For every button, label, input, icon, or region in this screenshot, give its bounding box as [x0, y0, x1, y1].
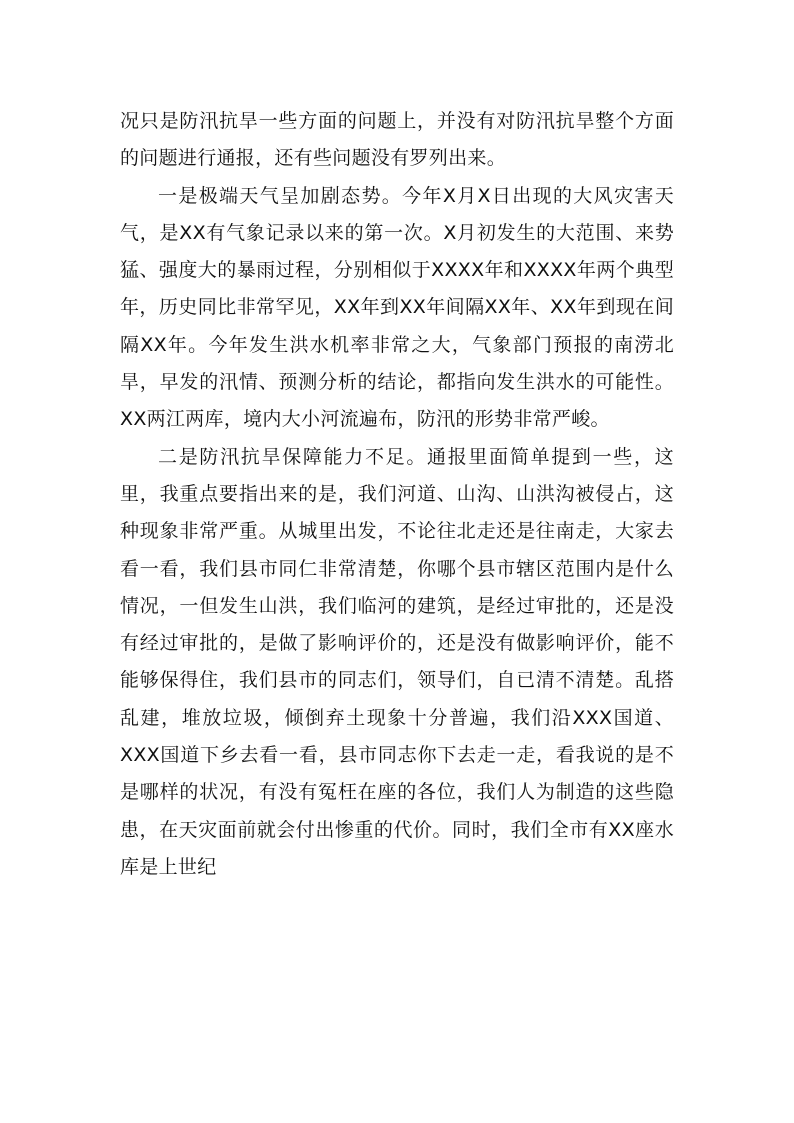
- paragraph-capability-shortfall: 二是防汛抗旱保障能力不足。通报里面简单提到一些，这里，我重点要指出来的是，我们河道、山沟、山洪沟被侵占，这种现象非常严重。从城里出发，不论往北走还是往南走，大家去看一看，我们县市同仁非常清楚，你哪个县市辖区范围内是什么情况，一但发生山洪，我们临河的建筑，是经过审批的，还是没有经过审批的，是做了影响评价的，还是没有做影响评价，能不能够保得住，我们县市的同志们，领导们，自已清不清楚。乱搭乱建，堆放垃圾，倾倒弃土现象十分普遍，我们沿XXX国道、XXX国道下乡去看一看，县市同志你下去走一走，看我说的是不是哪样的状况，有没有冤枉在座的各位，我们人为制造的这些隐患，在天灾面前就会付出惨重的代价。同时，我们全市有XX座水库是上世纪: [120, 445, 674, 878]
- paragraph-extreme-weather: 一是极端天气呈加剧态势。今年X月X日出现的大风灾害天气，是XX有气象记录以来的第一次。X月初发生的大范围、来势猛、强度大的暴雨过程，分别相似于XXXX年和XXXX年两个典型年，历史同比非常罕见，XX年到XX年间隔XX年、XX年到现在间隔XX年。今年发生洪水机率非常之大，气象部门预报的南涝北旱，早发的汛情、预测分析的结论，都指向发生洪水的可能性。XX两江两库，境内大小河流遍布，防汛的形势非常严峻。: [120, 184, 674, 431]
- body-text: [120, 103, 674, 886]
- paragraph-continuation: 况只是防汛抗旱一些方面的问题上，并没有对防汛抗旱整个方面的问题进行通报，还有些问题没有罗列出来。: [120, 110, 674, 170]
